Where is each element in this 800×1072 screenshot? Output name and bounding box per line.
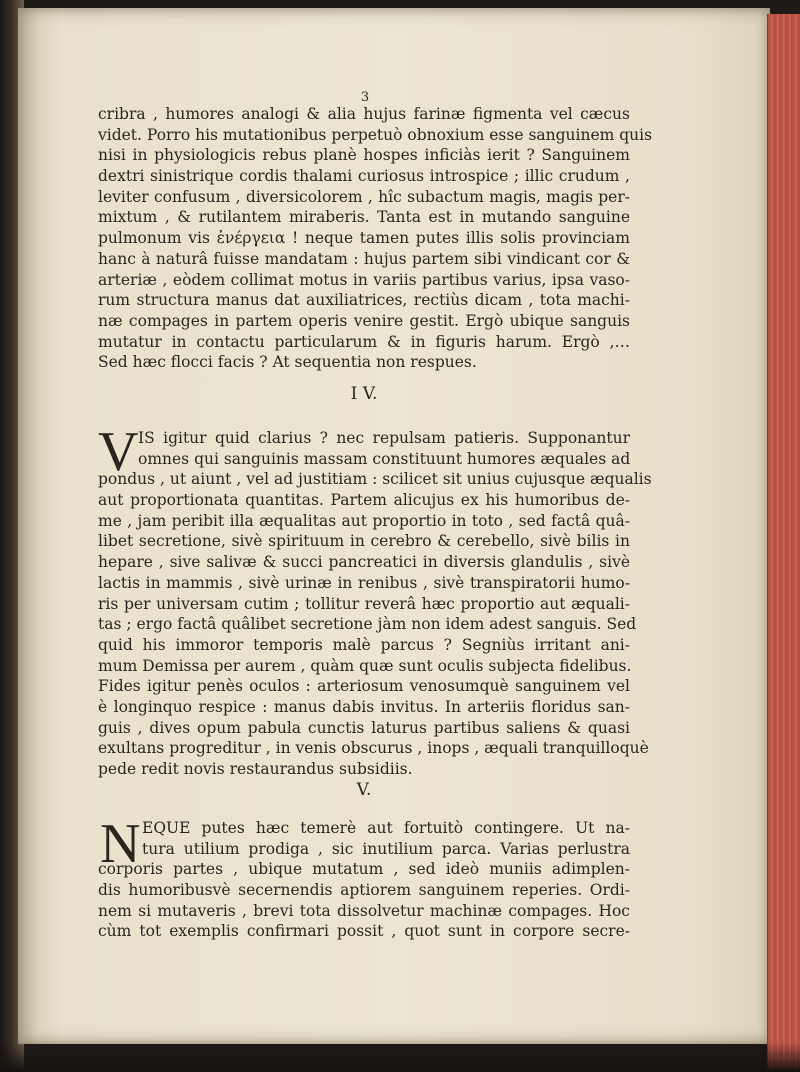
text-line: Sed hæc flocci facis ? At sequentia non respues. — [98, 353, 477, 372]
text-line: mixtum , & rutilantem miraberis. Tanta est in mutando sanguine — [98, 208, 630, 227]
text-line: dextri sinistrique cordis thalami curiosus introspice ; illic crudum , — [98, 167, 630, 186]
text-line: leviter confusum , diversicolorem , hîc subactum magis, magis per- — [98, 187, 630, 206]
text-line: næ compages in partem operis venire gestit. Ergò ubique sanguis — [98, 311, 630, 330]
text-line: mutatur in contactu particularum & in figuris harum. Ergò ,… — [98, 332, 630, 351]
text-line: ris per universam cutim ; tollitur reverâ hæc proportio aut æquali- — [98, 594, 630, 613]
text-line: nem si mutaveris , brevi tota dissolvetur machinæ compages. Hoc — [98, 901, 630, 920]
text-line: hepare , sive salivæ & succi pancreatici in diversis glandulis , sivè — [98, 553, 630, 572]
text-line: libet secretione, sivè spirituum in cerebro & cerebello, sivè bilis in — [98, 532, 630, 551]
paragraph-continuation — [98, 104, 653, 373]
text-line: corporis partes , ubique mutatum , sed ideò muniis adimplen- — [98, 860, 630, 879]
text-line: omnes qui sanguinis massam constituunt humores æquales ad — [138, 449, 631, 468]
paragraph-section-iv — [98, 428, 652, 780]
text-line: arteriæ , eòdem collimat motus in variis partibus varius, ipsa vaso- — [98, 270, 630, 289]
text-line: videt. Porro his mutationibus perpetuò obnoxium esse sanguinem quis — [98, 125, 653, 144]
paragraph-section-v — [98, 813, 630, 942]
text-line: è longinquo respice : manus dabis invitus. In arteriis floridus san- — [98, 697, 630, 716]
text-line: tas ; ergo factâ quâlibet secretione jàm non idem adest sanguis. Sed — [98, 615, 637, 634]
page-edges — [767, 14, 800, 1072]
text-line: aut proportionata quantitas. Partem alicujus ex his humoribus de- — [98, 491, 630, 510]
text-line: nisi in physiologicis rebus planè hospes inficiàs ierit ? Sanguinem — [98, 146, 630, 165]
text-line: IS igitur quid clarius ? nec repulsam patieris. Supponantur — [138, 429, 630, 447]
section-heading-v: V. — [356, 780, 372, 800]
text-line: pede redit novis restaurandus subsidiis. — [98, 760, 413, 778]
section-heading-iv: I V. — [350, 384, 378, 404]
text-line: EQUE putes hæc temerè aut fortuitò contingere. Ut na- — [142, 819, 630, 837]
page-number: 3 — [360, 90, 370, 105]
text-line: hanc à naturâ fuisse mandatam : hujus partem sibi vindicant cor & — [98, 249, 630, 268]
text-line: me , jam peribit illa æqualitas aut proportio in toto , sed factâ quâ- — [98, 511, 630, 530]
text-line: quid his immoror temporis malè parcus ? Segniùs irritant ani- — [98, 635, 630, 654]
text-line: pulmonum vis ἐνέργεια ! neque tamen putes illis solis provinciam — [98, 229, 630, 248]
text-line: mum Demissa per aurem , quàm quæ sunt oculis subjecta fidelibus. — [98, 656, 632, 675]
text-line: pondus , ut aiunt , vel ad justitiam : scilicet sit unius cujusque æqualis — [98, 470, 652, 489]
text-line: dis humoribusvè secernendis aptiorem sanguinem reperies. Ordi- — [98, 881, 630, 900]
text-line: Fides igitur penès oculos : arteriosum venosumquè sanguinem vel — [98, 677, 630, 696]
drop-cap-v: V — [98, 421, 139, 483]
text-line: exultans progreditur , in venis obscurus , inops , æquali tranquilloquè — [98, 739, 649, 758]
scan-shadow — [0, 1042, 800, 1072]
text-line: cribra , humores analogi & alia hujus farinæ figmenta vel cæcus — [98, 105, 630, 123]
text-line: guis , dives opum pabula cunctis laturus partibus saliens & quasi — [98, 718, 630, 737]
text-line: cùm tot exemplis confirmari possit , quot sunt in corpore secre- — [98, 922, 630, 941]
drop-cap-n: N — [100, 813, 141, 875]
text-line: tura utilium prodiga , sic inutilium parca. Varias perlustra — [142, 839, 630, 858]
text-line: lactis in mammis , sivè urinæ in renibus , sivè transpiratorii humo- — [98, 573, 630, 592]
text-line: rum structura manus dat auxiliatrices, rectiùs dicam , tota machi- — [98, 291, 630, 310]
